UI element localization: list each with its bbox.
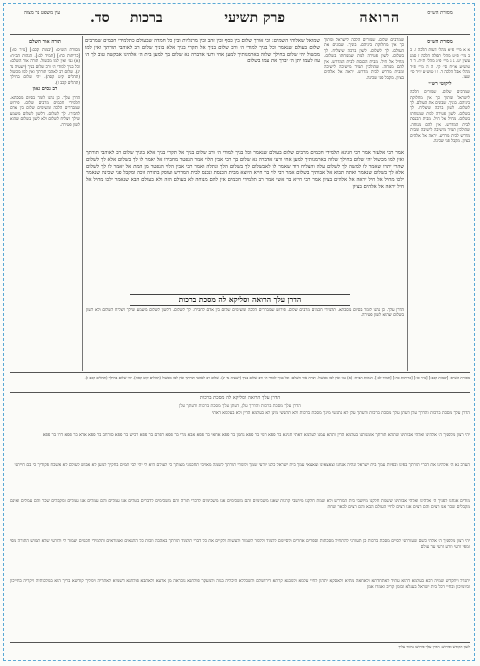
header-note-mesoret: מסורת הש״ס — [427, 10, 453, 16]
header-chapter-number: פרק תשיעי — [224, 10, 285, 26]
gemara-paragraph-2: אמר רבי אלעזר אמר רבי חנינא תלמידי חכמים מרבים שלום בעולם שנאמר וכל בניך למודי ה׳ ורב שלום בניך אל תקרי בניך אלא בוניך שלום רב לאוהבי תורתך ואין למו מכשול יהי שלום בחילך שלוה בארמנותיך למען אחי ורעי אדברה נא שלום בך — [86, 150, 404, 163]
right-margin-heading: מסורת הש״ס — [427, 39, 453, 45]
left-margin-heading-3: רב נסים גאון — [32, 86, 58, 93]
header-page-number: סד. — [90, 10, 110, 26]
gemara-paragraph-4: אמר רבי לוי בר חייא היוצא מבית הכנסת ונכנס לבית המדרש ועוסק בתורה זוכה ומקבל פני שכינה שנאמר ילכו מחיל אל חיל יראה אל אלהים בציון אמר רבי חייא בר אשי אמר רב תלמידי חכמים אין להם מנוחה לא בעולם הזה ולא בעולם הבא שנאמר ילכו מחיל אל חיל יראה אל אלהים בציון — [86, 170, 404, 190]
header-note-ein-mishpat: עין משפט נר מצוה — [23, 10, 61, 16]
left-margin-divider — [82, 36, 83, 371]
left-margin-notes — [10, 38, 80, 368]
hadran-subline: הדרן עלך מסכת ברכות והדרך עלן, דעתן עלך מסכת ברכות ודעתך עלן — [179, 404, 301, 409]
hadran-heading: הדרן עלך הרואה וסליקא לה מסכת ברכות — [199, 395, 281, 401]
tosafot-column: הדרן עלך. כן נהגו לומר בסיום מסכתא. תלמידי חכמים מרבים שלום. פירוש שמבררים הלכה ומשימים שלום בין אדם לחבירו. לך לשלום. דלשון לשלום משמע שילך ויצליח לשלום ולא לשון בשלום שהוא לשון פטירה. — [86, 308, 404, 319]
gemara-paragraph-3: רבי אבין הלוי אמר הנפטר מחבירו אל יאמר לו לך בשלום אלא לך לשלום שהרי יתרו שאמר לו למשה לך לשלום עלה והצליח דוד שאמר לו לאבשלום לך בשלום הלך ונתלה ואמר רבי אבין הלוי הנפטר מן המת אל יאמר לו לך לשלום אלא לך בשלום שנאמר ואתה תבוא אל אבותיך בשלום — [86, 156, 404, 177]
prayer-yehi-ratzon: יהי רצון מלפניך ה׳ אלהינו ואלהי אבותינו שתהא תורתך אומנותנו בעלמא הדין ותהא עמנו לעלמא דאתי חנינא בר פפא רמי בר פפא נחמן בר פפא אחאי בר פפא אבא מרי בר פפא רפרם בר פפא רכיש בר פפא סורחב בר פפא אדא בר פפא דרו בר פפא — [42, 433, 470, 438]
prayer-hadran: הדרן עלך מסכת ברכות והדרך עלן דעתן עלך מסכת ברכות ודעתך עלן לא נתנשי מינך מסכת ברכות ולא תתנשי מינן לא בעלמא הדין ולא בעלמא דאתי — [212, 411, 470, 416]
prayer-siyum: יהי רצון מלפניך ה׳ אלהי כשם שעזרתני לסיים מסכת ברכות כן תעזרני להתחיל מסכתות וספרים אחרים ולסיימם ללמוד וללמד לשמור ולעשות ולקיים את כל דברי תלמוד תורתך באהבה וזכות כל התנאים ואמוראים ותלמידי חכמים יעמוד לי ולזרעי שלא תמוש התורה מפי ומפי זרעי וזרע זרעי עד עולם — [10, 539, 470, 550]
gemara-text-top — [85, 38, 320, 146]
talmud-page — [10, 8, 470, 658]
gemara-text-middle — [86, 150, 404, 290]
right-margin-heading-2: ליקוטי רש״י — [428, 80, 452, 87]
prayer-modim: מודים אנחנו לפניך ה׳ אלהינו ואלהי אבותינו ששמת חלקנו מיושבי בית המדרש ולא שמת חלקנו מיושבי קרנות שאנו משכימים והם משכימים אנו משכימים לדברי תורה והם משכימים לדברים בטלים אנו עמלים והם עמלים אנו עמלים ומקבלים שכר והם עמלים ואינם מקבלים שכר אנו רצים והם רצים אנו רצים לחיי העולם הבא והם רצים לבאר שחת — [10, 499, 470, 510]
section-divider — [10, 372, 470, 373]
section-divider-2 — [10, 392, 470, 393]
right-margin-divider — [407, 36, 408, 371]
prayer-haarev-na: הערב נא ה׳ אלהינו את דברי תורתך בפינו ובפיות עמך בית ישראל ונהיה אנחנו וצאצאינו וצאצאי עמך בית ישראל כלנו יודעי שמך ולומדי תורתך לשמה מאויבי תחכמני מצותך כי לעולם היא לי יהי לבי תמים בחקיך למען לא אבוש לעולם לא אשכח פקודיך כי בם חייתני — [14, 463, 470, 468]
right-margin-rashi: שמרבים שלום. שמורים הלכה לישראל ומתוך כך אין מחלוקת ביניהם. בוניך. שבונים את העולם. לך לשלום. לשון ברכה שיצליח. לך בשלום. לשון פטירה למת שמנוחתו בשלום. מחיל אל חיל. מבית הכנסת לבית המדרש. אין להם מנוחה. שהולכין תמיד מישיבה לישיבה ומבית מדרש לבית מדרש. יראה אל אלהים בציון. מקבל פני שכינה. — [410, 89, 470, 143]
header-chapter-name: הרואה — [359, 10, 400, 26]
header-tractate: ברכות — [130, 10, 163, 26]
left-margin-tosafot: הדרן עלך. כן נהגו לומר בסיום מסכתא. תלמידי חכמים מרבים שלום. פירוש שמבררים הלכה ומשימים שלום בין אדם לחבירו. לך לשלום. דלשון לשלום משמע שילך ויצליח לשלום ולא לשון בשלום שהוא לשון פטירה. — [10, 94, 80, 127]
kaddish-derabanan: יתגדל ויתקדש שמיה רבא בעלמא דהוא עתיד לאתחדתא ולאחאה מתיא ולאסקא יתהון לחיי עלמא ולמבנא קרתא דירושלם ולשכללא היכליה בגוה ולמעקר פולחנא נוכראה מן ארעא ולאתבא פולחנא דשמיא לאתריה וימליך קודשא בריך הוא במלכותיה ויקריה בחייכון וביומיכון ובחיי דכל בית ישראל בעגלא ובזמן קריב ואמרו אמן — [10, 579, 470, 590]
gemara-paragraph-1: שמואל שאלוהי השמים: וכי אורך שלום בין כסף ובין זהב ובין מרגליות ובין כל חמדה שבעולם כתלמידי חכמים שמרבים שלום בעולם שנאמר וכל בניך למודי ה׳ ורב שלום בניך אל תקרי בניך אלא בוניך שלום רב לאוהבי תורתך ואין למו מכשול יהי שלום בחילך שלוה בארמנותיך למען אחי ורעי אדברה נא שלום בך למען בית ה׳ אלהינו אבקשה טוב לך ה׳ עוז לעמו יתן ה׳ יברך את עמו בשלום — [85, 38, 320, 65]
siyum-title: הדרן עלך הרואה וסליקא לה מסכת ברכות — [130, 294, 350, 306]
right-margin-notes — [410, 38, 470, 368]
rashi-column: שמרבים שלום. שמורים הלכה לישראל ומתוך כך אין מחלוקת ביניהם. בוניך. שבונים את העולם. לך לשלום. לשון ברכה שיצליח. לך בשלום. לשון פטירה למת שמנוחתו בשלום. מחיל אל חיל. מבית הכנסת לבית המדרש. אין להם מנוחה. שהולכין תמיד מישיבה לישיבה ומבית מדרש לבית מדרש. יראה אל אלהים בציון. מקבל פני שכינה. — [324, 38, 404, 81]
left-margin-text: מסורת הש״ס: [יבמות קכב:] [נזיר סו:] [כריתות כח:] [תמיד לב:]. הגהות הב״ח: (א) גמ׳ ואין למו מכשול. תורה אור השלם: וכל בניך למודי ה׳ ורב שלום בניך (ישעיה נד יג). שלום רב לאהבי תורתך ואין למו מכשול (תהלים קיט קסה). יהי שלום בחילך (תהלים קכב ז). — [10, 47, 80, 85]
bottom-divider — [10, 642, 470, 643]
hagahot-footnote: מסורת הש״ס: [יבמות קכב:] [נזיר סו:] [כריתות כח:] [תמיד לב:]. הגהות הב״ח: (א) גמ׳ ואין למו מכשול. תורה אור השלם: וכל בניך למודי ה׳ ורב שלום בניך (ישעיה נד יג). שלום רב לאהבי תורתך ואין למו מכשול (תהלים קיט קסה). יהי שלום בחילך (תהלים קכב ז). — [84, 376, 470, 380]
page-header — [10, 8, 470, 35]
right-margin-text: א א מיי׳ פ״א מהל׳ דעות הלכה ו. ב ב מיי׳ פ״ט מהל׳ תפלה הלכה ז סמג עשין יט. ג ג מיי׳ פ״ג מהל׳ ת״ת. ד ד טוש״ע או״ח סי׳ קי. ה ה מיי׳ פ״ד מהל׳ אבל הלכה ד. ו ו טוש״ע יו״ד סי׳ שעו. — [410, 47, 470, 80]
left-margin-heading-1: תורה אור השלם — [29, 39, 61, 45]
bottom-note: לשון הקודש ופירוש: הדרן עלך פירושו נחזור עליך — [398, 645, 470, 649]
